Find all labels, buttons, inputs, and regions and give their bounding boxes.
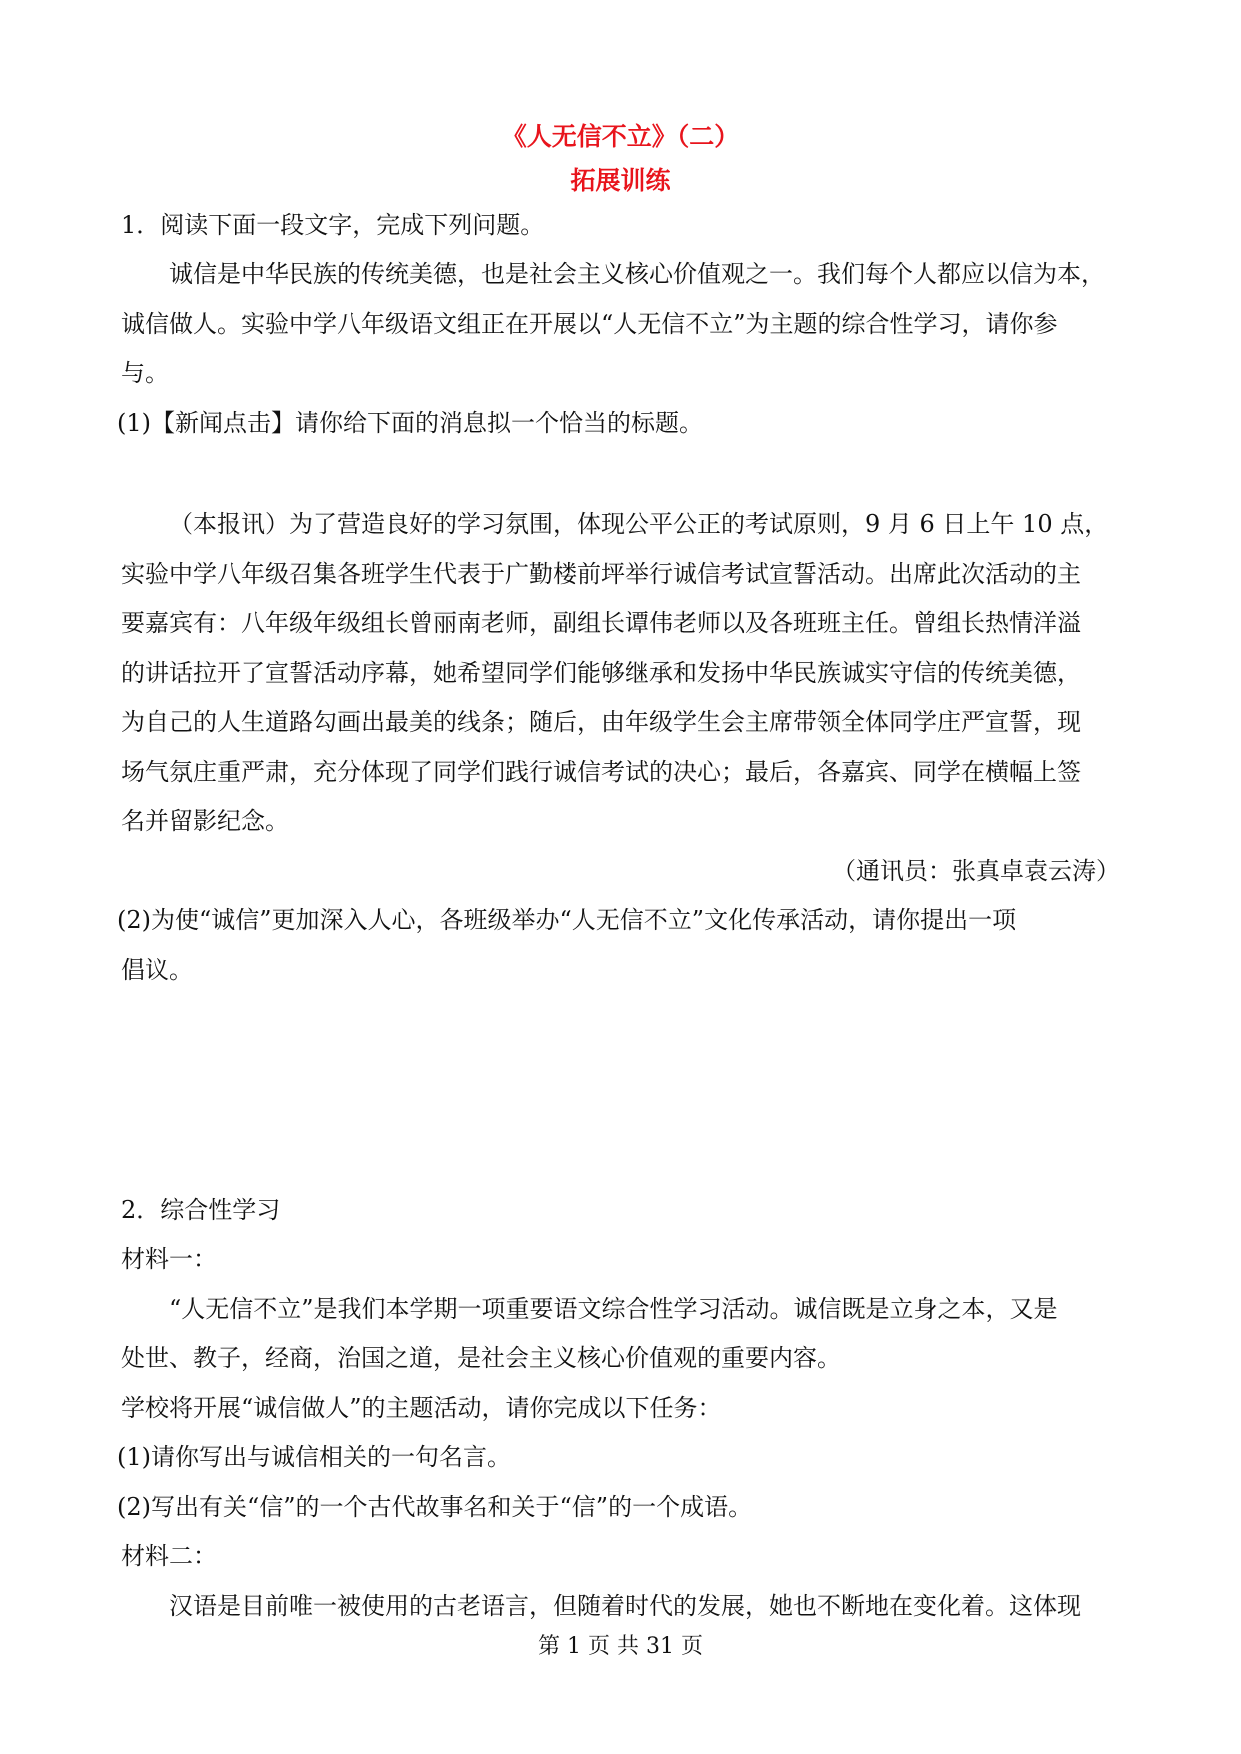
task-1: (1)请你写出与诚信相关的一句名言。: [117, 1443, 511, 1471]
question-1-stem: 1．阅读下面一段文字，完成下列问题。: [121, 211, 545, 239]
news-line-2: 实验中学八年级召集各班学生代表于广勤楼前坪举行诚信考试宣誓活动。出席此次活动的主: [121, 560, 1081, 588]
task-2: (2)写出有关“信”的一个古代故事名和关于“信”的一个成语。: [117, 1493, 753, 1521]
news-line-3: 要嘉宾有：八年级年级组长曾丽南老师，副组长谭伟老师以及各班班主任。曾组长热情洋溢: [121, 609, 1081, 637]
material-1-line-2: 处世、教子，经商，治国之道，是社会主义核心价值观的重要内容。: [121, 1344, 841, 1372]
q1-intro-line-2: 诚信做人。实验中学八年级语文组正在开展以“人无信不立”为主题的综合性学习，请你参: [121, 310, 1058, 338]
news-line-7: 名并留影纪念。: [121, 807, 289, 835]
q1-part-2-line-2: 倡议。: [121, 956, 193, 984]
q1-intro-line-3: 与。: [121, 359, 169, 387]
material-2-label: 材料二：: [121, 1542, 217, 1570]
question-2-stem: 2．综合性学习: [121, 1196, 281, 1224]
q1-part-2-line-1: (2)为使“诚信”更加深入人心，各班级举办“人无信不立”文化传承活动，请你提出一项: [117, 906, 1017, 934]
task-intro: 学校将开展“诚信做人”的主题活动，请你完成以下任务：: [121, 1394, 722, 1422]
news-line-1: （本报讯）为了营造良好的学习氛围，体现公平公正的考试原则，9 月 6 日上午 10 点，: [169, 510, 1109, 538]
page-title: 《人无信不立》（二）: [501, 122, 740, 151]
news-line-4: 的讲话拉开了宣誓活动序幕，她希望同学们能够继承和发扬中华民族诚实守信的传统美德，: [121, 659, 1081, 687]
q1-part-1: (1)【新闻点击】请你给下面的消息拟一个恰当的标题。: [117, 409, 703, 437]
material-1-line-1: “人无信不立”是我们本学期一项重要语文综合性学习活动。诚信既是立身之本，又是: [169, 1295, 1058, 1323]
material-2-line-1: 汉语是目前唯一被使用的古老语言，但随着时代的发展，她也不断地在变化着。这体现: [169, 1592, 1081, 1620]
news-line-6: 场气氛庄重严肃，充分体现了同学们践行诚信考试的决心；最后，各嘉宾、同学在横幅上签: [121, 758, 1081, 786]
material-1-label: 材料一：: [121, 1245, 217, 1273]
news-reporter: （通讯员：张真卓袁云涛）: [832, 857, 1120, 885]
news-line-5: 为自己的人生道路勾画出最美的线条；随后，由年级学生会主席带领全体同学庄严宣誓，现: [121, 708, 1081, 736]
q1-intro-line-1: 诚信是中华民族的传统美德，也是社会主义核心价值观之一。我们每个人都应以信为本，: [169, 260, 1105, 288]
page-footer: 第 1 页 共 31 页: [538, 1634, 703, 1659]
page-subtitle: 拓展训练: [570, 166, 671, 195]
